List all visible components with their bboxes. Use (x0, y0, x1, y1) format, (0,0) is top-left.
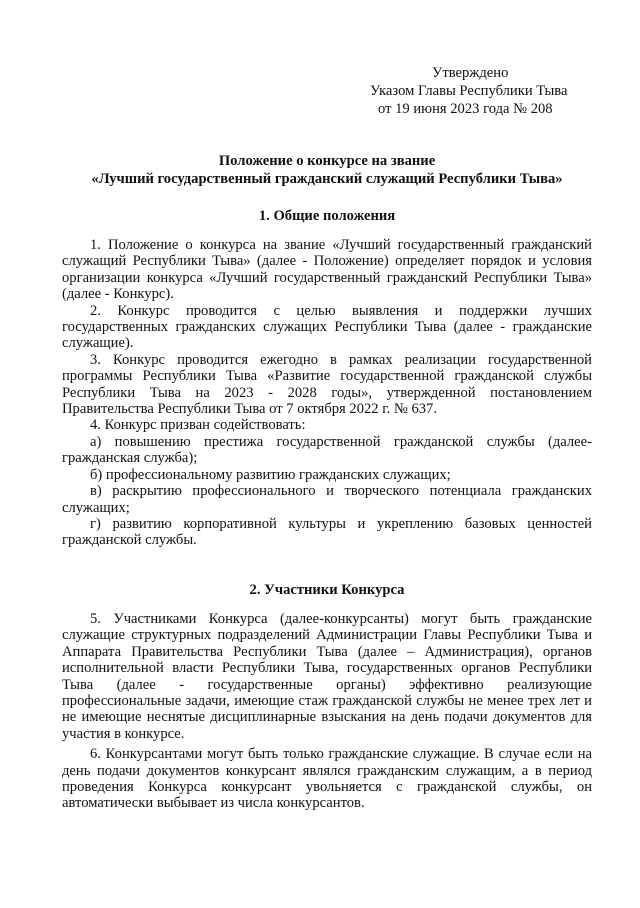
document-title-line-1: Положение о конкурсе на звание (218, 153, 436, 169)
paragraph: 1. Положение о конкурса на звание «Лучший государственный гражданский служащий Республики Тыва» (далее - Положение) определяет порядок и условия организации конкурса «Лучший государственный гражданский Республики Тыва» (далее - Конкурс). (62, 237, 592, 303)
approval-stamp (368, 64, 598, 118)
approval-line-2: Указом Главы Республики Тыва (370, 83, 568, 99)
paragraph: 2. Конкурс проводится с целью выявления и поддержки лучших государственных гражданских служащих Республики Тыва (далее - гражданские служащие). (62, 302, 592, 352)
section-1-body (62, 237, 592, 549)
list-item: б) профессиональному развитию гражданских служащих; (90, 466, 451, 483)
paragraph: 4. Конкурс призван содействовать: (90, 417, 306, 434)
approval-line-1: Утверждено (432, 65, 509, 81)
paragraph: 6. Конкурсантами могут быть только гражданские служащие. В случае если на день подачи документов конкурсант являлся гражданским служащим, а в период проведения Конкурса конкурсант увольняется с гражданской службы, он автоматически выбывает из числа конкурсантов. (62, 746, 592, 812)
section-2-heading: 2. Участники Конкурса (249, 582, 405, 598)
list-item: г) развитию корпоративной культуры и укреплению базовых ценностей гражданской службы. (62, 515, 592, 549)
paragraph: 5. Участниками Конкурса (далее-конкурсанты) могут быть гражданские служащие структурных подразделений Администрации Главы Республики Тыва и Аппарата Правительства Республики Тыва (далее – Администрация), органов исполнительной власти Республики Тыва, государственных органов Республики Тыва (далее - государственные органы) эффективно реализующие профессиональные задачи, имеющие стаж гражданской службы не менее трех лет и не имеющие неснятые дисциплинарные взыскания на день подачи документов для участия в конкурсе. (62, 611, 592, 742)
paragraph: 3. Конкурс проводится ежегодно в рамках реализации государственной программы Республики Тыва «Развитие государственной гражданской службы Республики Тыва на 2023 - 2028 годы», утвержденной постановлением Правительства Республики Тыва от 7 октября 2022 г. № 637. (62, 351, 592, 418)
document-title-line-2: «Лучший государственный гражданский служащий Республики Тыва» (91, 171, 563, 187)
section-2-body (62, 611, 592, 812)
section-1-heading: 1. Общие положения (258, 208, 396, 224)
list-item: в) раскрытию профессионального и творческого потенциала гражданских служащих; (62, 483, 592, 516)
approval-line-3: от 19 июня 2023 года № 208 (378, 101, 553, 117)
list-item: а) повышению престижа государственной гражданской службы (далее-гражданская служба); (62, 433, 592, 467)
